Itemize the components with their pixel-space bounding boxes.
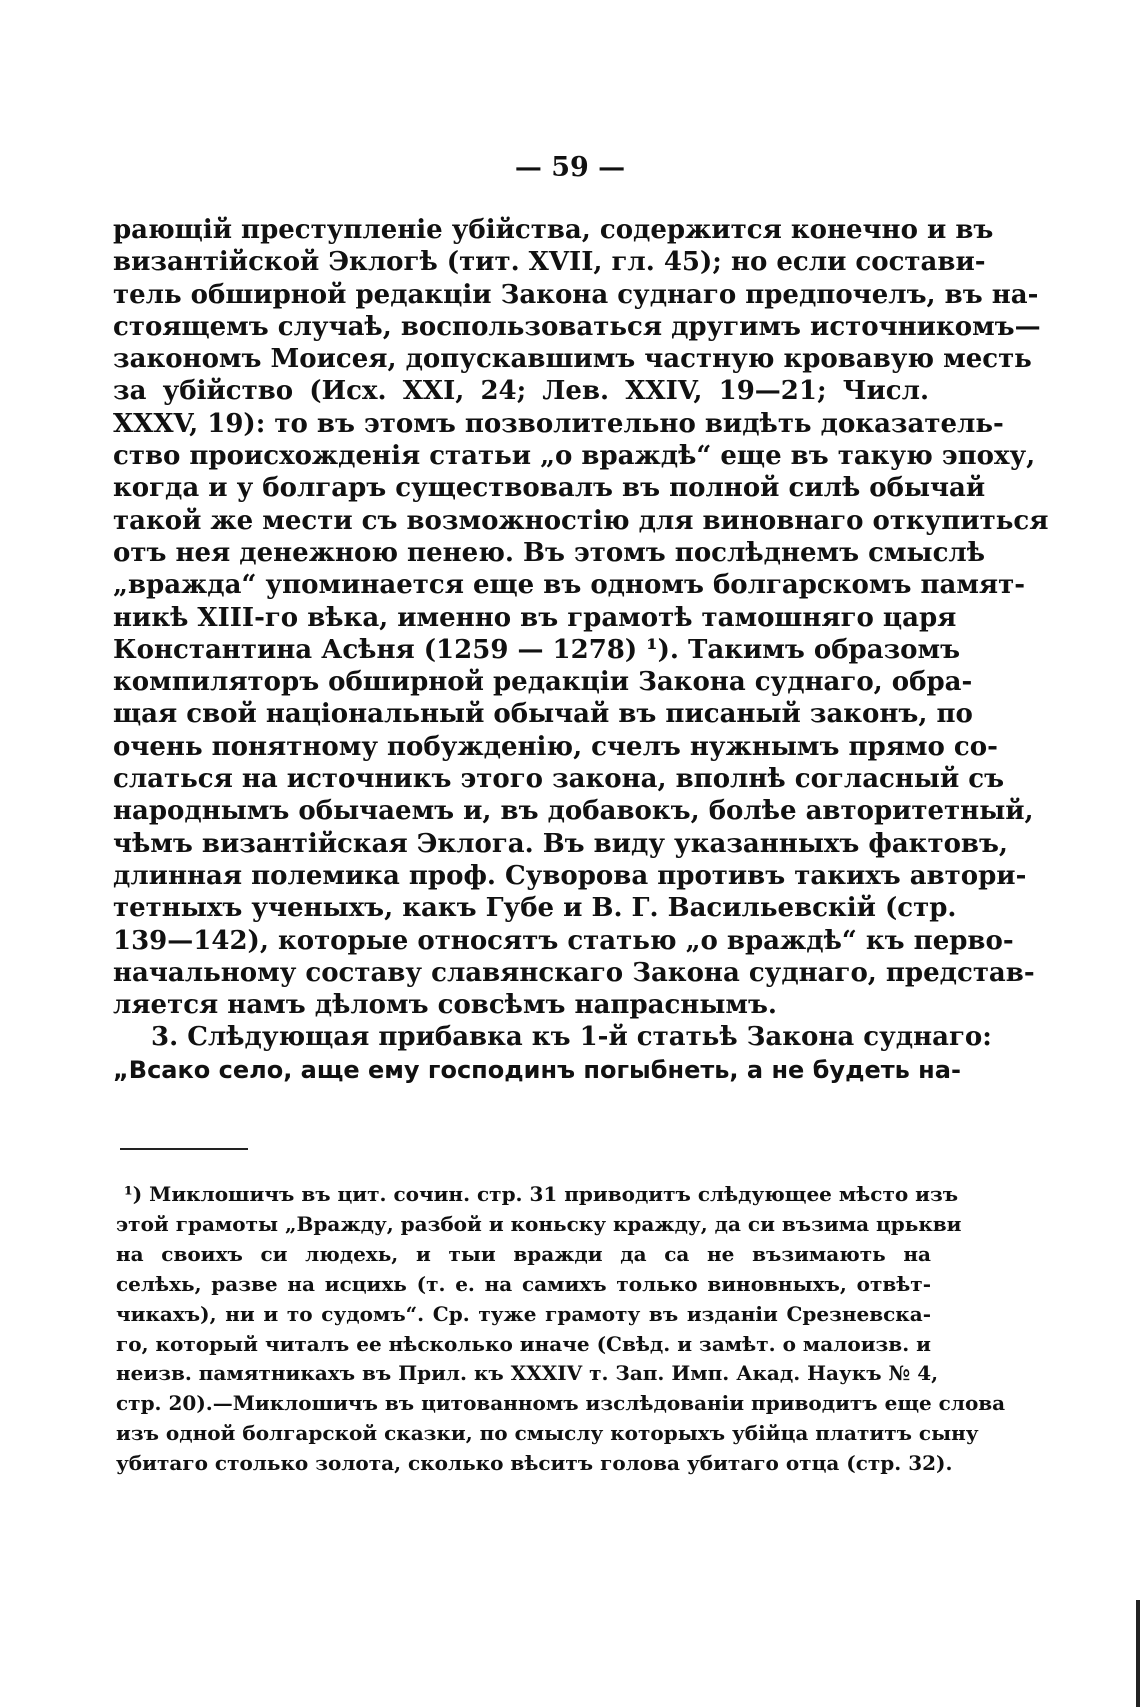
text-line: чѣмъ византійская Эклога. Въ виду указанныхъ фактовъ,	[113, 828, 1008, 859]
text-line: ляется намъ дѣломъ совсѣмъ напраснымъ.	[113, 990, 777, 1021]
text-line: тетныхъ ученыхъ, какъ Губе и В. Г. Васильевскій (стр.	[113, 893, 957, 924]
page-number: — 59 —	[514, 152, 626, 183]
text-line: очень понятному побужденію, счелъ нужнымъ прямо со-	[113, 731, 998, 762]
footnote-line: стр. 20).—Миклошичъ въ цитованномъ изслѣдованіи приводитъ еще слова	[116, 1391, 1006, 1416]
footnote-line: убитаго столько золота, сколько вѣситъ голова убитаго отца (стр. 32).	[116, 1451, 953, 1476]
text-line: щая свой національный обычай въ писаный законъ, по	[113, 699, 973, 730]
text-line: тель обширной редакціи Закона суднаго предпочелъ, въ на-	[113, 279, 1039, 310]
footnote-line: неизв. памятникахъ въ Прил. къ XXXIV т. Зап. Имп. Акад. Наукъ № 4,	[116, 1361, 939, 1386]
main-text	[113, 214, 1049, 1086]
text-line: 3. Слѣдующая прибавка къ 1-й статьѣ Закона суднаго:	[151, 1022, 992, 1053]
text-line: XXXV, 19): то въ этомъ позволительно видѣть доказатель-	[113, 408, 1004, 439]
footnote-line: селѣхь, разве на исцихь (т. е. на самихъ только виновныхъ, отвѣт-	[116, 1271, 931, 1296]
text-line: никѣ XIII-го вѣка, именно въ грамотѣ тамошняго царя	[113, 602, 957, 633]
text-line: такой же мести съ возможностію для виновнаго откупиться	[113, 505, 1049, 536]
text-line: рающій преступленіе убійства, содержится конечно и въ	[113, 215, 994, 245]
text-line: „вражда“ упоминается еще въ одномъ болгарскомъ памят-	[113, 570, 1026, 601]
text-line: отъ нея денежною пенею. Въ этомъ послѣднемъ смыслѣ	[113, 537, 986, 568]
text-line: Константина Асѣня (1259 — 1278) ¹). Такимъ образомъ	[113, 634, 961, 665]
footnote-divider	[120, 1148, 248, 1150]
footnote-line: на своихъ си людехь, и тыи вражди да са не възимають на	[116, 1241, 931, 1266]
text-line: ство происхожденія статьи „о враждѣ“ еще въ такую эпоху,	[113, 441, 1036, 472]
footnote-line: ¹) Миклошичъ въ цит. сочин. стр. 31 приводитъ слѣдующее мѣсто изъ	[124, 1182, 959, 1206]
text-line: слаться на источникъ этого закона, вполнѣ согласный съ	[113, 764, 1005, 795]
text-line: когда и у болгаръ существовалъ въ полной силѣ обычай	[113, 473, 986, 504]
footnote-line: изъ одной болгарской сказки, по смыслу которыхъ убійца платитъ сыну	[116, 1421, 979, 1446]
text-line: стоящемъ случаѣ, воспользоваться другимъ источникомъ—	[113, 311, 1041, 342]
footnote	[116, 1180, 1006, 1479]
footnote-line: чикахъ), ни и то судомъ“. Ср. туже грамоту въ изданіи Срезневска-	[116, 1301, 931, 1326]
text-line: начальному составу славянскаго Закона суднаго, представ-	[113, 957, 1035, 988]
text-line: закономъ Моисея, допускавшимъ частную кровавую месть	[113, 344, 1032, 375]
text-line: народнымъ обычаемъ и, въ добавокъ, болѣе авторитетный,	[113, 796, 1034, 827]
footnote-line: го, который читалъ ее нѣсколько иначе (Свѣд. и замѣт. о малоизв. и	[116, 1331, 931, 1356]
text-line: компиляторъ обширной редакціи Закона суднаго, обра-	[113, 667, 973, 698]
text-line: длинная полемика проф. Суворова противъ такихъ автори-	[113, 860, 1027, 891]
text-line: „Всако село, аще ему господинъ погыбнеть, а не будеть на-	[113, 1055, 961, 1084]
text-line: византійской Эклогѣ (тит. XVII, гл. 45); но если состави-	[113, 247, 986, 278]
footnote-line: этой грамоты „Вражду, разбой и коньску кражду, да си възима црькви	[116, 1211, 962, 1236]
page-edge-mark	[1136, 1600, 1140, 1707]
text-line: за убійство (Исх. XXI, 24; Лев. XXIV, 19—21; Числ.	[113, 376, 929, 407]
text-line: 139—142), которые относятъ статью „о враждѣ“ къ перво-	[113, 925, 1014, 956]
